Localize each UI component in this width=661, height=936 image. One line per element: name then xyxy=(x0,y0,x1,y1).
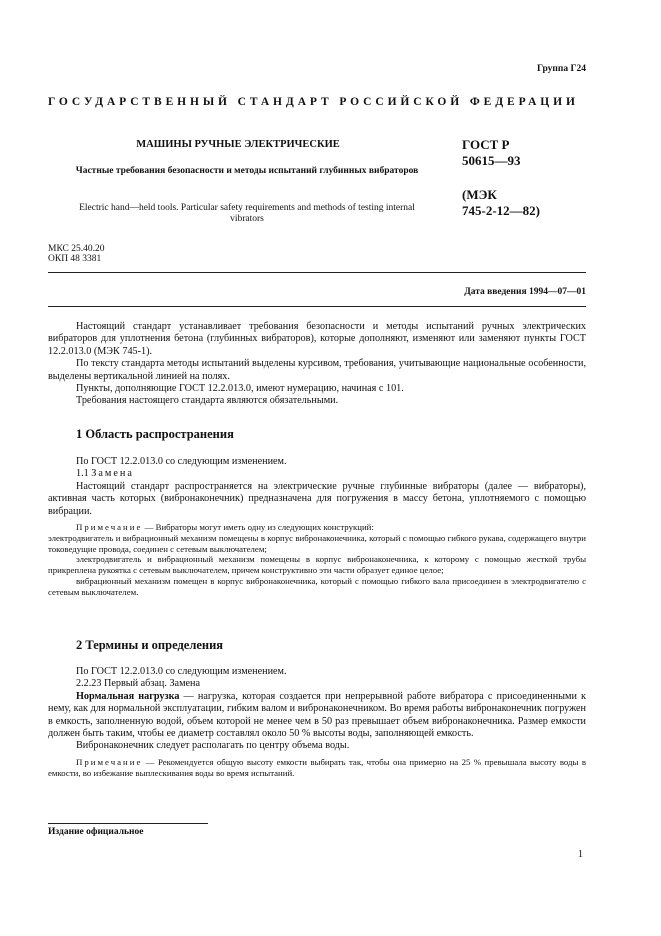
section-2-heading: 2 Термины и определения xyxy=(76,638,224,652)
clause-word: Замена xyxy=(91,468,134,480)
paragraph: Пункты, дополняющие ГОСТ 12.2.013.0, имеют нумерацию, начиная с 101. xyxy=(76,383,404,395)
section-2-body xyxy=(48,666,586,778)
intro-text xyxy=(48,321,586,408)
note-item: электродвигатель и вибрационный механизм помещены в корпус вибронаконечника, который с помощью гибкого рукава, содержащего внутри токоведущие провода, соединен с сетевым выключателем; xyxy=(48,532,586,554)
english-title: Electric hand—held tools. Particular safety requirements and methods of testing internal vibrators xyxy=(79,203,415,224)
document-subtitle: Частные требования безопасности и методы испытаний глубинных вибраторов xyxy=(75,166,419,176)
clause-number: 1.1 xyxy=(76,468,89,480)
note-text: — Вибраторы могут иметь одну из следующих конструкций: xyxy=(142,522,374,533)
mks-code: МКС 25.40.20 xyxy=(48,244,105,254)
note-label: Примечание xyxy=(76,756,143,767)
paragraph: Настоящий стандарт устанавливает требования безопасности и методы испытаний ручных электрических вибраторов для уплотнения бетона (глубинных вибраторов), которые дополняют, изменяют или заменяют пункты ГОСТ 12.2.013.0 (МЭК 745-1). xyxy=(48,321,586,357)
note-text: — Рекомендуется общую высоту емкости выбирать так, чтобы она примерно на 25 % превышала высоту воды в емкости, во избежание выплескивания воды во время испытаний. xyxy=(48,756,586,778)
note-item: электродвигатель и вибрационный механизм помещены в корпус вибронаконечника, к которому с помощью жесткой трубы прикреплена рукоятка с сетевым выключателем, причем конструктивно эти части образует единое целое; xyxy=(48,554,586,576)
divider xyxy=(48,272,586,273)
page-number: 1 xyxy=(578,849,583,860)
paragraph: Настоящий стандарт распространяется на электрические ручные глубинные вибраторы (далее — вибраторы), активная часть которых (вибронаконечник) предназначена для погружения в массу бетона, уплотняемого с помощью вибрации. xyxy=(48,480,586,517)
paragraph: По ГОСТ 12.2.013.0 со следующим изменением. xyxy=(76,666,287,677)
document-title: МАШИНЫ РУЧНЫЕ ЭЛЕКТРИЧЕСКИЕ xyxy=(136,139,340,150)
divider xyxy=(48,823,208,824)
clause-1-1 xyxy=(48,468,586,480)
iec-line-1: (МЭК xyxy=(462,187,497,202)
note xyxy=(48,757,586,779)
paragraph: По тексту стандарта методы испытаний выделены курсивом, требования, учитывающие национальные особенности, выделены вертикальной линией на полях. xyxy=(48,358,586,382)
iec-line-2: 745-2-12—82) xyxy=(462,203,540,218)
paragraph: Вибронаконечник следует располагать по центру объема воды. xyxy=(76,740,350,752)
definition: — нагрузка, которая создается при непрерывной работе вибратора с присоединенными к нему, как для нормальной эксплуатации, гибким валом и вибронаконечником. Во время работы вибронаконечник погружен в емкость, заполненную водой, объем которой не менее чем в 50 раз превышает объем вибронаконечника. Размер емкости должен быть таким, чтобы ее диаметр составлял около 50 % высоты воды, заполняющей емкость. xyxy=(48,690,586,740)
iec-number xyxy=(462,187,572,219)
term: Нормальная нагрузка xyxy=(76,690,180,702)
gost-number xyxy=(462,137,572,169)
gost-line-1: ГОСТ Р xyxy=(462,137,510,152)
section-1-body xyxy=(48,456,586,598)
edition-label: Издание официальное xyxy=(48,827,144,837)
okp-code: ОКП 48 3381 xyxy=(48,254,102,264)
classification-codes xyxy=(48,244,105,264)
clause-2-2-23: 2.2.23 Первый абзац. Замена xyxy=(76,678,201,690)
group-code: Группа Г24 xyxy=(537,64,586,74)
note-label: Примечание xyxy=(76,522,143,533)
divider xyxy=(48,306,586,307)
introduction-date: Дата введения 1994—07—01 xyxy=(464,287,586,297)
paragraph: По ГОСТ 12.2.013.0 со следующим изменением. xyxy=(76,456,287,467)
section-1-heading: 1 Область распространения xyxy=(76,427,234,441)
gost-line-2: 50615—93 xyxy=(462,153,521,168)
paragraph: Требования настоящего стандарта являются обязательными. xyxy=(76,395,339,407)
state-standard-title: ГОСУДАРСТВЕННЫЙ СТАНДАРТ РОССИЙСКОЙ ФЕДЕРАЦИИ xyxy=(48,96,579,108)
note xyxy=(48,522,586,533)
note-item: вибрационный механизм помещен в корпус вибронаконечника, который с помощью гибкого вала присоединен в электродвигателю с сетевым выключателем. xyxy=(48,576,586,597)
paragraph xyxy=(48,691,586,741)
